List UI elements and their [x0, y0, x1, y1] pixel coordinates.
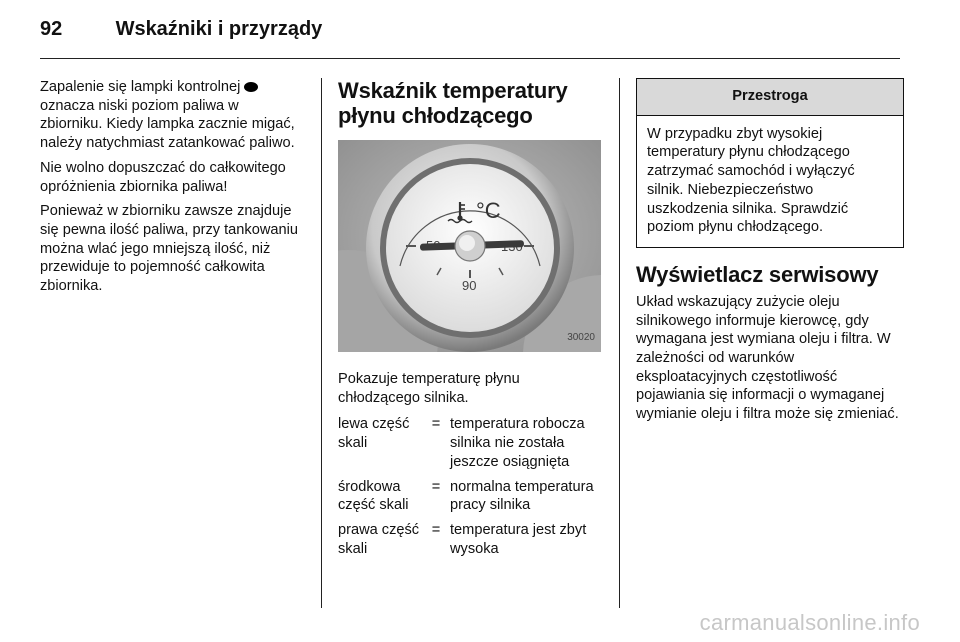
header-rule [40, 58, 900, 59]
fuel-paragraph-1: Zapalenie się lampki kontrolnej oznacza niski poziom paliwa w zbiorniku. Kiedy lampka zacznie migać, należy natychmiast zatankować paliwo. [40, 79, 295, 152]
definition-row [338, 521, 603, 558]
coolant-gauge-figure [338, 140, 601, 352]
definition-description: normalna temperatura pracy silnika [450, 478, 594, 514]
page-header [40, 18, 322, 41]
definition-term: lewa część skali [338, 416, 410, 452]
definition-separator: = [431, 521, 441, 538]
definition-separator: = [431, 416, 441, 433]
coolant-intro: Pokazuje temperaturę płynu chłodzącego silnika. [338, 371, 520, 406]
scale-label-mid: 90 [462, 278, 477, 293]
page-title: Wskaźniki i przyrządy [115, 18, 323, 40]
definition-description: temperatura robocza silnika nie została jeszcze osiągnięta [450, 416, 585, 470]
figure-id: 30020 [567, 332, 595, 344]
coolant-heading: Wskaźnik temperatury płynu chłodzącego [338, 78, 568, 128]
column-coolant-gauge [338, 78, 603, 564]
watermark: carmanualsonline.info [699, 610, 920, 635]
service-display-text: Układ wskazujący zużycie oleju silnikowego informuje kierowcę, gdy wymagana jest wymiana oleju i filtra. W zależności od warunków eksploatacyjnych częstotliwość pojawiania się informacji o wymaganej wymianie oleju i filtra może się zmieniać. [636, 293, 899, 423]
column-divider-2 [619, 78, 620, 608]
column-service-display [636, 78, 904, 430]
definition-description: temperatura jest zbyt wysoka [450, 521, 587, 557]
definition-term: środkowa część skali [338, 478, 409, 514]
definition-row [338, 478, 603, 515]
fuel-warning-lamp-icon [244, 82, 258, 92]
coolant-gauge-illustration [338, 140, 601, 352]
page-number: 92 [40, 18, 63, 40]
column-fuel-warning [40, 78, 305, 302]
definition-separator: = [431, 478, 441, 495]
fuel-paragraph-2: Nie wolno dopuszczać do całkowitego opróżnienia zbiornika paliwa! [40, 159, 286, 195]
fuel-paragraph-3: Ponieważ w zbiorniku zawsze znajduje się pewna ilość paliwa, przy tankowaniu można wlać jego mniejszą ilość, niż przewiduje to pojemność całkowita zbiornika. [40, 203, 298, 295]
caution-text: W przypadku zbyt wysokiej temperatury płynu chłodzącego zatrzymać samochód i wyłączyć silnik. Niebezpieczeństwo uszkodzenia silnika. Sprawdzić poziom płynu chłodzącego. [647, 125, 855, 236]
definition-table [338, 415, 603, 558]
definition-row [338, 415, 603, 471]
service-display-heading: Wyświetlacz serwisowy [636, 261, 879, 287]
caution-title: Przestroga [637, 79, 903, 116]
caution-box [636, 78, 904, 248]
column-divider-1 [321, 78, 322, 608]
unit-label: °C [476, 198, 501, 223]
definition-term: prawa część skali [338, 521, 420, 557]
